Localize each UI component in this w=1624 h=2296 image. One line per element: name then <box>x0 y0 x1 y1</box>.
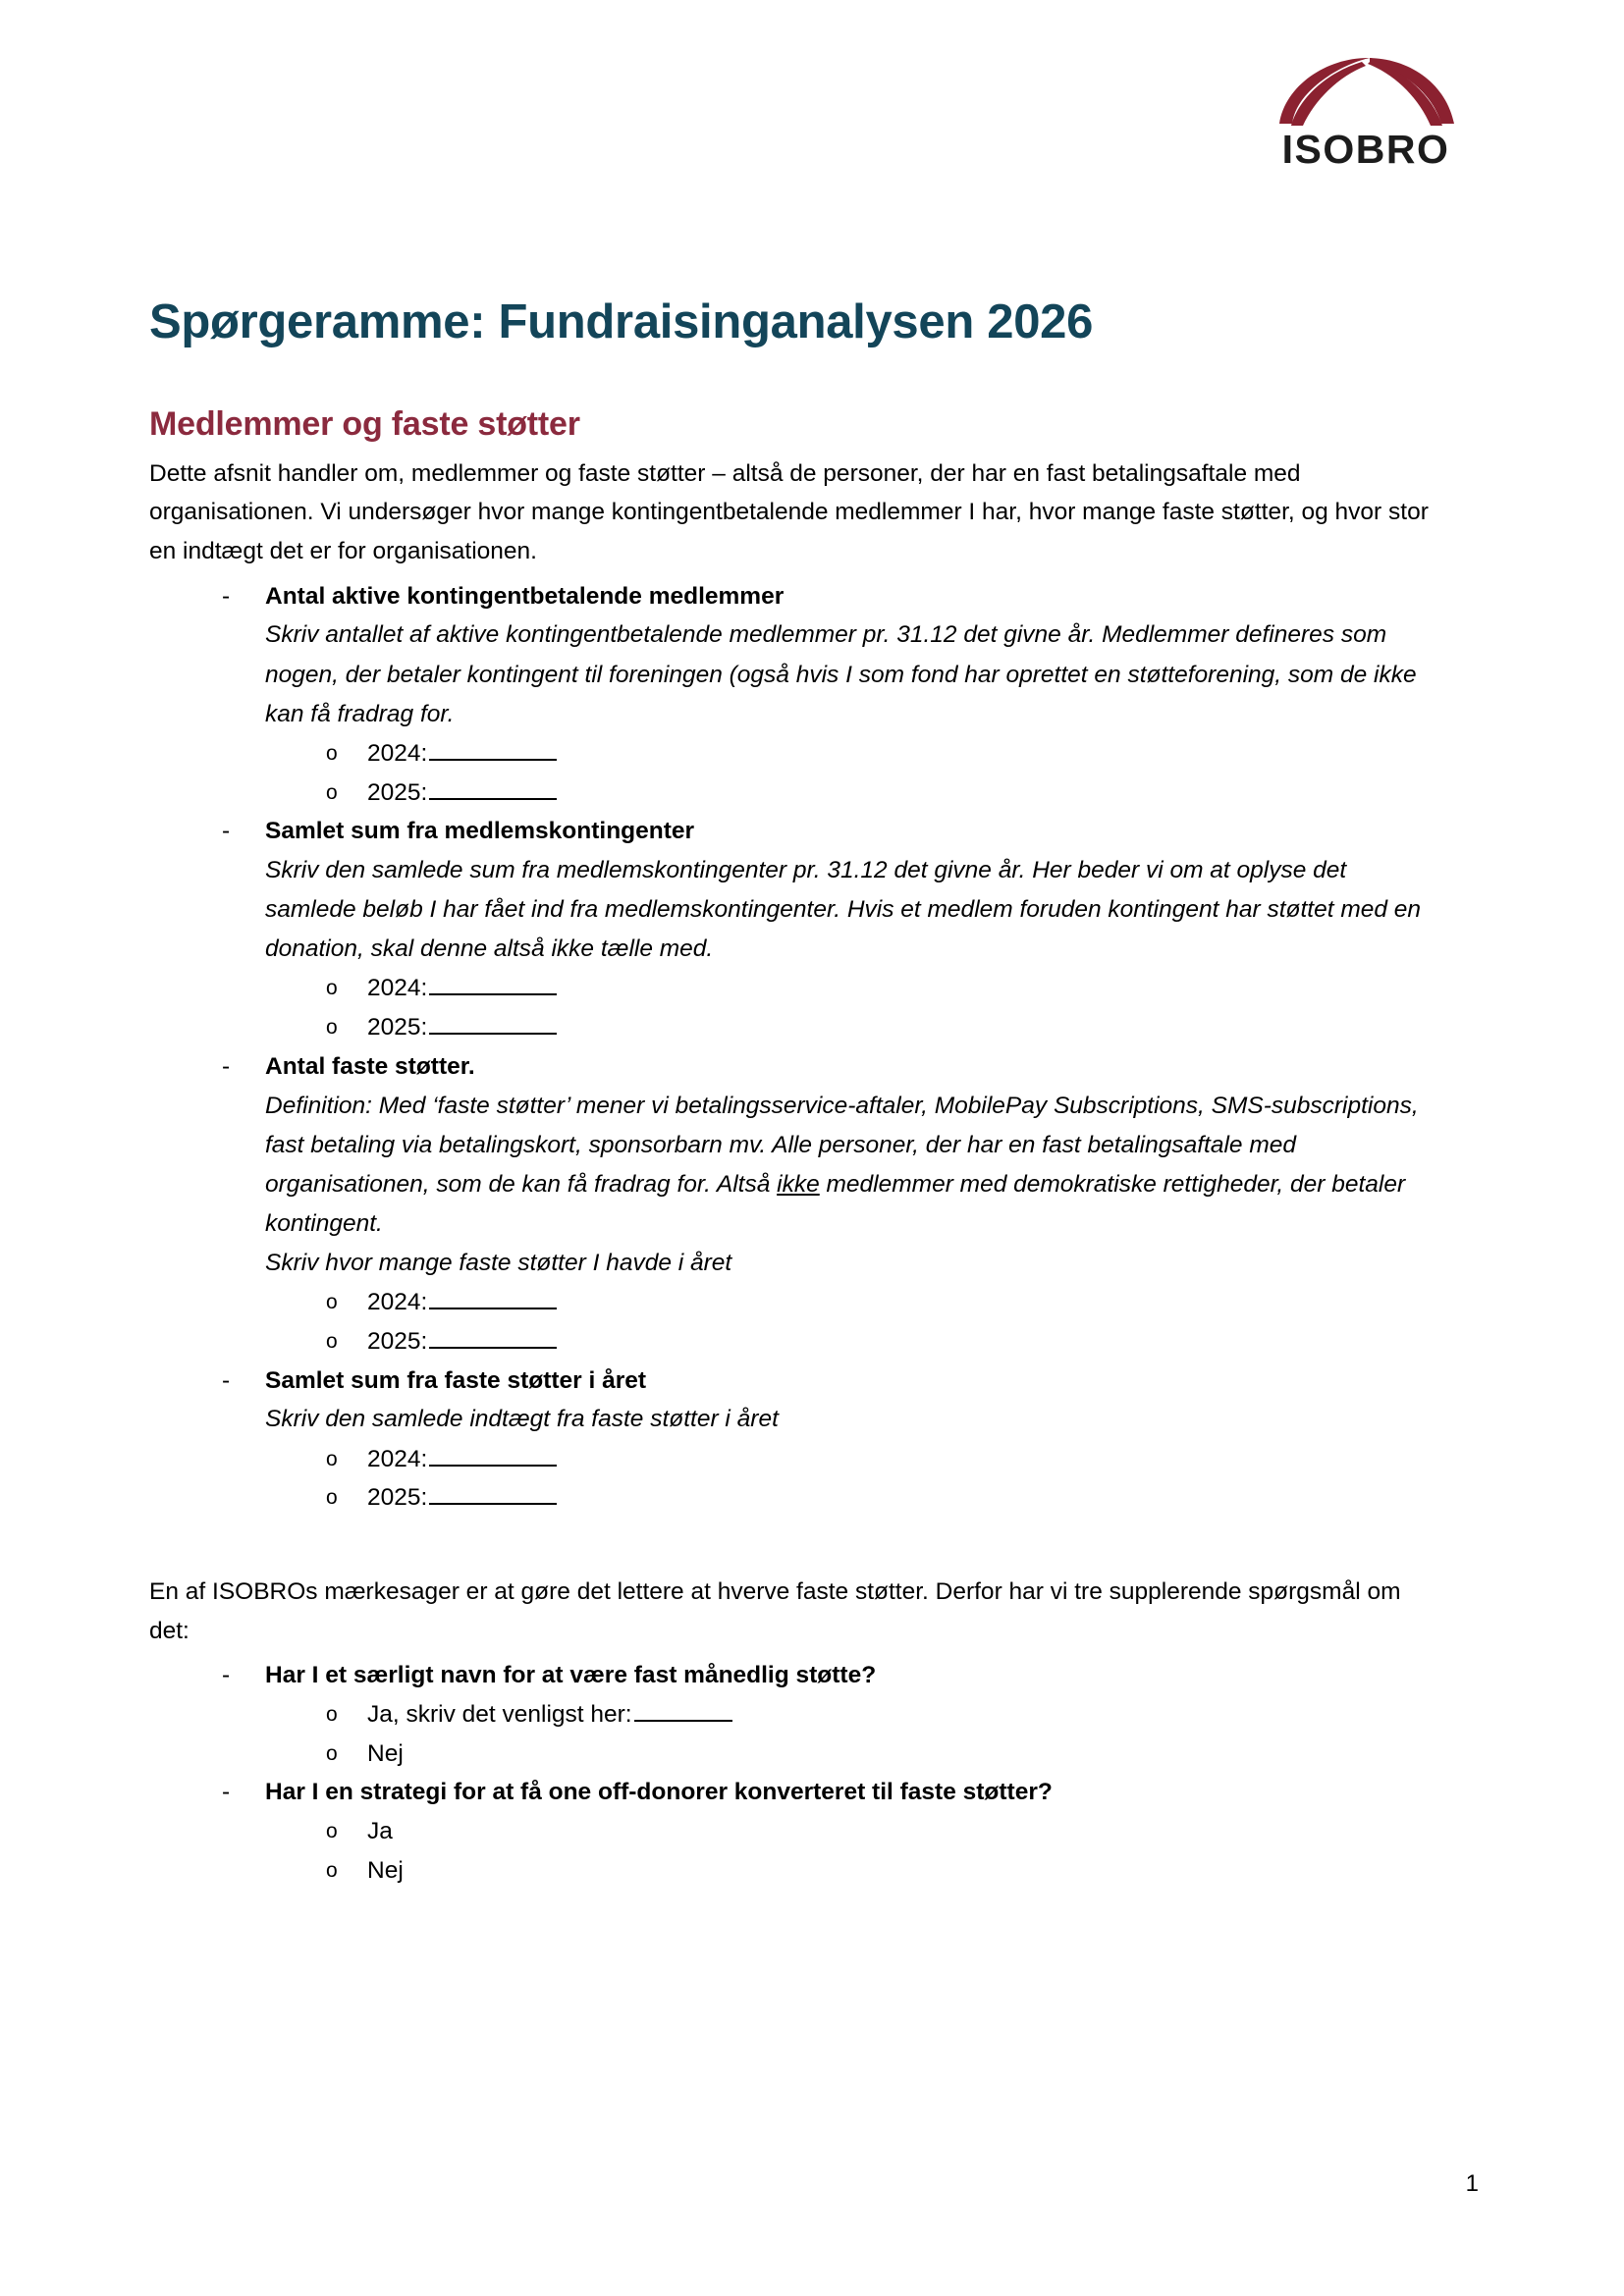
year-option[interactable] <box>316 1322 1443 1362</box>
answer-option-list <box>265 1695 1443 1773</box>
fill-in-blank[interactable] <box>429 972 557 996</box>
fill-in-blank[interactable] <box>429 1481 557 1506</box>
definition-emphasis: ikke <box>777 1170 820 1198</box>
year-option[interactable] <box>316 969 1443 1008</box>
year-option[interactable] <box>316 1008 1443 1047</box>
year-option-list <box>265 1440 1443 1518</box>
spacer <box>149 1518 1443 1573</box>
year-option[interactable] <box>316 734 1443 774</box>
year-option[interactable] <box>316 1283 1443 1322</box>
item-title: - Har I et særligt navn for at være fast månedlig støtte? <box>265 1662 877 1689</box>
year-label: 2025: <box>367 778 428 806</box>
definition-text-pre: Definition: Med ‘faste støtter’ mener vi betalingsservice-aftaler, MobilePay Subscriptions, SMS-subscriptions, fast betaling via betalingskort, sponsorbarn mv. Alle personer, der har en fast betalingsaftale med organisationen, som de kan få fradrag for. Altså <box>265 1092 1419 1198</box>
item-description: Skriv antallet af aktive kontingentbetalende medlemmer pr. 31.12 det givne år. Medlemmer defineres som nogen, der betaler kontingent til foreningen (også hvis I som fond har oprettet en støtteforening, som de ikke kan få fradrag for. <box>265 621 1417 727</box>
item-description-secondary: Skriv hvor mange faste støtter I havde i året <box>265 1250 732 1277</box>
fill-in-blank[interactable] <box>429 1442 557 1467</box>
item-title: - Samlet sum fra faste støtter i året <box>265 1366 647 1394</box>
year-label: 2024: <box>367 1445 428 1472</box>
fill-in-blank[interactable] <box>429 736 557 761</box>
item-title: - Har I en strategi for at få one off-donorer konverteret til faste støtter? <box>265 1779 1053 1806</box>
item-description: Skriv den samlede sum fra medlemskontingenter pr. 31.12 det givne år. Her beder vi om at oplyse det samlede beløb I har fået ind fra medlemskontingenter. Hvis et medlem foruden kontingent har støttet med en donation, skal denne altså ikke tælle med. <box>265 856 1422 963</box>
answer-label: Nej <box>367 1739 404 1767</box>
answer-option[interactable] <box>316 1812 1443 1851</box>
year-option-list <box>265 1283 1443 1361</box>
year-label: 2025: <box>367 1484 428 1512</box>
item-title: - Samlet sum fra medlemskontingenter <box>265 818 695 845</box>
list-item <box>196 812 1443 1047</box>
year-label: 2024: <box>367 975 428 1002</box>
year-label: 2025: <box>367 1328 428 1356</box>
answer-label: Ja <box>367 1818 393 1845</box>
logo-wordmark: ISOBRO <box>1281 127 1450 172</box>
fill-in-blank[interactable] <box>429 1325 557 1350</box>
year-option[interactable] <box>316 1478 1443 1518</box>
year-option-list <box>265 969 1443 1046</box>
year-option-list <box>265 734 1443 812</box>
year-option[interactable] <box>316 774 1443 813</box>
answer-label: Ja, skriv det venligst her: <box>367 1701 632 1729</box>
answer-option[interactable] <box>316 1735 1443 1774</box>
section-intro-paragraph: Dette afsnit handler om, medlemmer og faste støtter – altså de personer, der har en fast betalingsaftale med organisationen. Vi undersøger hvor mange kontingentbetalende medlemmer I har, hvor mange faste støtter, og hvor stor en indtægt det er for organisationen. <box>149 459 1429 564</box>
supplement-intro-paragraph: En af ISOBROs mærkesager er at gøre det lettere at hverve faste støtter. Derfor har vi tre supplerende spørgsmål om det: <box>149 1577 1401 1644</box>
section-heading: Medlemmer og faste støtter <box>149 404 580 443</box>
list-item <box>196 1656 1443 1773</box>
answer-label: Nej <box>367 1856 404 1884</box>
list-item <box>196 1773 1443 1890</box>
page-number: 1 <box>1465 2170 1479 2197</box>
item-title: - Antal aktive kontingentbetalende medlemmer <box>265 582 785 610</box>
year-label: 2025: <box>367 1014 428 1041</box>
fill-in-blank[interactable] <box>429 775 557 800</box>
isobro-logo <box>1253 51 1479 170</box>
answer-option[interactable] <box>316 1695 1443 1735</box>
year-label: 2024: <box>367 739 428 767</box>
answer-option-list <box>265 1812 1443 1890</box>
item-description: Skriv den samlede indtægt fra faste støtter i året <box>265 1406 779 1433</box>
answer-option[interactable] <box>316 1851 1443 1891</box>
list-item <box>196 577 1443 813</box>
document-body <box>149 294 1443 1890</box>
fill-in-blank[interactable] <box>429 1286 557 1310</box>
year-option[interactable] <box>316 1440 1443 1479</box>
page-title: Spørgeramme: Fundraisinganalysen 2026 <box>149 295 1094 348</box>
definition-text-post: medlemmer med demokratiske rettigheder, der betaler kontingent. <box>265 1170 1406 1238</box>
supplement-question-list <box>149 1656 1443 1890</box>
list-item <box>196 1047 1443 1362</box>
item-description <box>265 1087 1443 1245</box>
item-title: - Antal faste støtter. <box>265 1052 475 1080</box>
question-list <box>149 577 1443 1518</box>
fill-in-blank[interactable] <box>429 1011 557 1036</box>
list-item <box>196 1362 1443 1518</box>
fill-in-blank[interactable] <box>634 1698 732 1723</box>
isobro-bridge-icon <box>1268 51 1464 128</box>
year-label: 2024: <box>367 1289 428 1316</box>
